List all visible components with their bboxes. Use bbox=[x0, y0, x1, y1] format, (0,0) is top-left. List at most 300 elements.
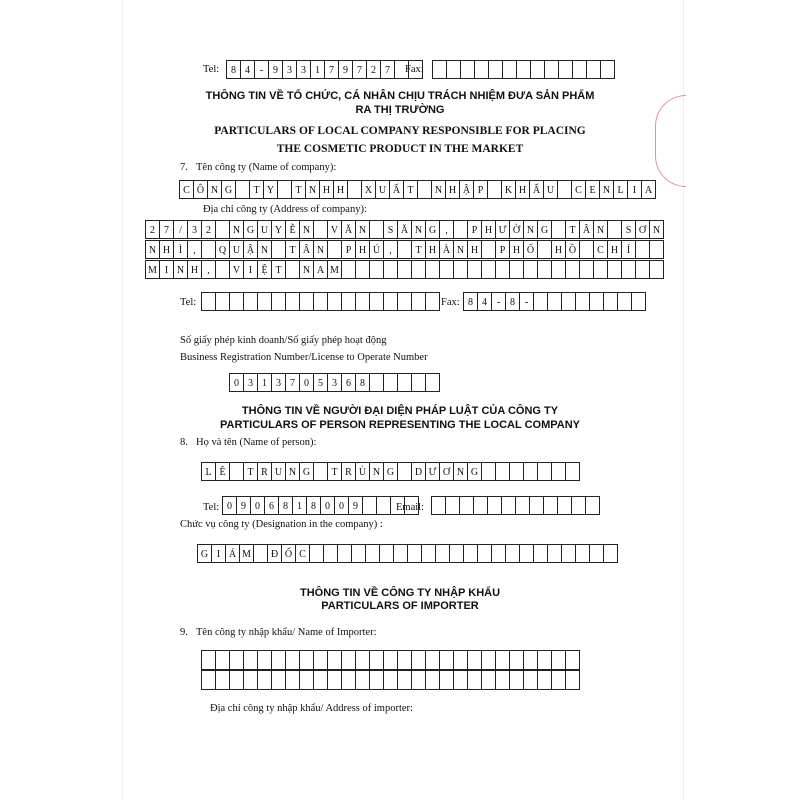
char-box[interactable] bbox=[622, 260, 636, 279]
char-box[interactable] bbox=[398, 260, 412, 279]
char-box[interactable] bbox=[510, 670, 524, 690]
char-box[interactable] bbox=[216, 292, 230, 311]
char-box[interactable]: 8 bbox=[307, 496, 321, 515]
person-name-boxes[interactable] bbox=[201, 462, 580, 481]
char-box[interactable] bbox=[356, 650, 370, 670]
char-box[interactable]: H bbox=[426, 240, 440, 259]
designation-boxes[interactable] bbox=[197, 544, 618, 563]
char-box[interactable] bbox=[258, 292, 272, 311]
char-box[interactable] bbox=[272, 670, 286, 690]
char-box[interactable] bbox=[552, 260, 566, 279]
char-box[interactable]: N bbox=[230, 220, 244, 239]
char-box[interactable] bbox=[314, 292, 328, 311]
char-box[interactable]: 0 bbox=[300, 373, 314, 392]
char-box[interactable] bbox=[590, 544, 604, 563]
top-fax-boxes[interactable] bbox=[432, 60, 615, 79]
char-box[interactable]: T bbox=[286, 240, 300, 259]
char-box[interactable]: L bbox=[202, 462, 216, 481]
person-email-boxes[interactable] bbox=[431, 496, 600, 515]
char-box[interactable] bbox=[632, 292, 646, 311]
char-box[interactable]: N bbox=[208, 180, 222, 199]
char-box[interactable]: 7 bbox=[160, 220, 174, 239]
char-box[interactable]: 7 bbox=[286, 373, 300, 392]
char-box[interactable] bbox=[384, 670, 398, 690]
char-box[interactable]: 0 bbox=[223, 496, 237, 515]
char-box[interactable] bbox=[216, 670, 230, 690]
char-box[interactable]: Ă bbox=[398, 220, 412, 239]
char-box[interactable] bbox=[216, 220, 230, 239]
char-box[interactable]: 2 bbox=[202, 220, 216, 239]
char-box[interactable]: T bbox=[272, 260, 286, 279]
char-box[interactable] bbox=[278, 180, 292, 199]
char-box[interactable]: 8 bbox=[506, 292, 520, 311]
char-box[interactable] bbox=[461, 60, 475, 79]
char-box[interactable] bbox=[328, 670, 342, 690]
char-box[interactable]: Ậ bbox=[244, 240, 258, 259]
char-box[interactable] bbox=[356, 292, 370, 311]
char-box[interactable] bbox=[328, 240, 342, 259]
char-box[interactable]: 2 bbox=[146, 220, 160, 239]
char-box[interactable]: Â bbox=[580, 220, 594, 239]
char-box[interactable]: H bbox=[160, 240, 174, 259]
char-box[interactable] bbox=[216, 260, 230, 279]
char-box[interactable]: M bbox=[328, 260, 342, 279]
char-box[interactable] bbox=[286, 650, 300, 670]
char-box[interactable] bbox=[594, 260, 608, 279]
char-box[interactable]: N bbox=[258, 240, 272, 259]
char-box[interactable]: U bbox=[544, 180, 558, 199]
char-box[interactable] bbox=[352, 544, 366, 563]
license-boxes[interactable] bbox=[229, 373, 440, 392]
char-box[interactable] bbox=[328, 292, 342, 311]
char-box[interactable] bbox=[572, 496, 586, 515]
char-box[interactable] bbox=[608, 260, 622, 279]
char-box[interactable] bbox=[604, 292, 618, 311]
company-name-boxes[interactable] bbox=[179, 180, 656, 199]
char-box[interactable]: 3 bbox=[328, 373, 342, 392]
char-box[interactable]: Ư bbox=[426, 462, 440, 481]
char-box[interactable] bbox=[566, 650, 580, 670]
char-box[interactable] bbox=[356, 260, 370, 279]
char-box[interactable] bbox=[244, 292, 258, 311]
char-box[interactable] bbox=[496, 670, 510, 690]
char-box[interactable]: T bbox=[328, 462, 342, 481]
char-box[interactable] bbox=[412, 650, 426, 670]
char-box[interactable]: N bbox=[370, 462, 384, 481]
char-box[interactable]: H bbox=[446, 180, 460, 199]
char-box[interactable] bbox=[604, 544, 618, 563]
char-box[interactable]: M bbox=[146, 260, 160, 279]
char-box[interactable] bbox=[440, 260, 454, 279]
char-box[interactable]: Q bbox=[216, 240, 230, 259]
char-box[interactable] bbox=[412, 670, 426, 690]
char-box[interactable] bbox=[531, 60, 545, 79]
char-box[interactable] bbox=[580, 260, 594, 279]
char-box[interactable] bbox=[510, 650, 524, 670]
char-box[interactable] bbox=[408, 544, 422, 563]
char-box[interactable] bbox=[586, 496, 600, 515]
char-box[interactable] bbox=[300, 292, 314, 311]
char-box[interactable]: 6 bbox=[342, 373, 356, 392]
char-box[interactable]: N bbox=[412, 220, 426, 239]
char-box[interactable] bbox=[384, 260, 398, 279]
top-tel-boxes[interactable] bbox=[226, 60, 423, 79]
char-box[interactable] bbox=[216, 650, 230, 670]
char-box[interactable]: 4 bbox=[478, 292, 492, 311]
char-box[interactable] bbox=[363, 496, 377, 515]
char-box[interactable] bbox=[244, 670, 258, 690]
char-box[interactable]: Á bbox=[226, 544, 240, 563]
char-box[interactable] bbox=[562, 292, 576, 311]
char-box[interactable] bbox=[272, 240, 286, 259]
char-box[interactable]: , bbox=[384, 240, 398, 259]
char-box[interactable] bbox=[516, 496, 530, 515]
char-box[interactable] bbox=[370, 292, 384, 311]
char-box[interactable]: C bbox=[296, 544, 310, 563]
char-box[interactable] bbox=[384, 292, 398, 311]
char-box[interactable] bbox=[524, 260, 538, 279]
char-box[interactable] bbox=[534, 292, 548, 311]
char-box[interactable] bbox=[254, 544, 268, 563]
char-box[interactable] bbox=[202, 650, 216, 670]
char-box[interactable] bbox=[286, 670, 300, 690]
char-box[interactable] bbox=[636, 260, 650, 279]
char-box[interactable] bbox=[370, 220, 384, 239]
char-box[interactable] bbox=[342, 260, 356, 279]
char-box[interactable]: - bbox=[520, 292, 534, 311]
char-box[interactable]: Ễ bbox=[286, 220, 300, 239]
company-tel-boxes[interactable] bbox=[201, 292, 440, 311]
char-box[interactable]: P bbox=[468, 220, 482, 239]
char-box[interactable]: H bbox=[516, 180, 530, 199]
char-box[interactable] bbox=[328, 650, 342, 670]
char-box[interactable]: I bbox=[244, 260, 258, 279]
char-box[interactable] bbox=[566, 670, 580, 690]
char-box[interactable] bbox=[454, 220, 468, 239]
char-box[interactable]: N bbox=[306, 180, 320, 199]
char-box[interactable]: T bbox=[250, 180, 264, 199]
char-box[interactable]: L bbox=[614, 180, 628, 199]
char-box[interactable]: N bbox=[454, 240, 468, 259]
char-box[interactable] bbox=[454, 670, 468, 690]
address-row-2[interactable] bbox=[145, 240, 664, 259]
char-box[interactable]: , bbox=[202, 260, 216, 279]
char-box[interactable]: C bbox=[572, 180, 586, 199]
char-box[interactable] bbox=[496, 650, 510, 670]
char-box[interactable]: P bbox=[342, 240, 356, 259]
char-box[interactable] bbox=[544, 496, 558, 515]
address-row-3[interactable] bbox=[145, 260, 664, 279]
char-box[interactable] bbox=[482, 462, 496, 481]
char-box[interactable] bbox=[562, 544, 576, 563]
char-box[interactable] bbox=[426, 260, 440, 279]
char-box[interactable]: N bbox=[356, 220, 370, 239]
char-box[interactable]: T bbox=[412, 240, 426, 259]
char-box[interactable]: Ệ bbox=[258, 260, 272, 279]
char-box[interactable] bbox=[478, 544, 492, 563]
char-box[interactable] bbox=[601, 60, 615, 79]
char-box[interactable] bbox=[342, 292, 356, 311]
char-box[interactable]: 3 bbox=[244, 373, 258, 392]
char-box[interactable] bbox=[524, 670, 538, 690]
char-box[interactable] bbox=[488, 496, 502, 515]
char-box[interactable]: 9 bbox=[339, 60, 353, 79]
char-box[interactable]: 8 bbox=[356, 373, 370, 392]
char-box[interactable]: T bbox=[404, 180, 418, 199]
char-box[interactable]: G bbox=[244, 220, 258, 239]
char-box[interactable]: H bbox=[468, 240, 482, 259]
char-box[interactable] bbox=[202, 670, 216, 690]
char-box[interactable]: H bbox=[510, 240, 524, 259]
char-box[interactable] bbox=[202, 240, 216, 259]
char-box[interactable] bbox=[244, 650, 258, 670]
address-row-1[interactable] bbox=[145, 220, 664, 239]
char-box[interactable]: Ố bbox=[282, 544, 296, 563]
char-box[interactable] bbox=[460, 496, 474, 515]
char-box[interactable] bbox=[538, 462, 552, 481]
char-box[interactable]: C bbox=[180, 180, 194, 199]
char-box[interactable]: 9 bbox=[349, 496, 363, 515]
char-box[interactable]: 7 bbox=[381, 60, 395, 79]
char-box[interactable]: N bbox=[594, 220, 608, 239]
char-box[interactable] bbox=[538, 670, 552, 690]
char-box[interactable] bbox=[300, 650, 314, 670]
char-box[interactable]: M bbox=[240, 544, 254, 563]
char-box[interactable]: 1 bbox=[258, 373, 272, 392]
char-box[interactable]: Ư bbox=[496, 220, 510, 239]
char-box[interactable]: T bbox=[566, 220, 580, 239]
char-box[interactable]: C bbox=[594, 240, 608, 259]
char-box[interactable] bbox=[558, 496, 572, 515]
char-box[interactable] bbox=[230, 670, 244, 690]
char-box[interactable] bbox=[426, 650, 440, 670]
char-box[interactable]: 9 bbox=[237, 496, 251, 515]
char-box[interactable] bbox=[506, 544, 520, 563]
char-box[interactable] bbox=[426, 292, 440, 311]
char-box[interactable] bbox=[576, 292, 590, 311]
importer-name-row-1[interactable] bbox=[201, 650, 580, 670]
char-box[interactable]: A bbox=[642, 180, 656, 199]
char-box[interactable] bbox=[370, 650, 384, 670]
char-box[interactable]: V bbox=[230, 260, 244, 279]
char-box[interactable] bbox=[426, 373, 440, 392]
char-box[interactable]: G bbox=[468, 462, 482, 481]
char-box[interactable] bbox=[454, 260, 468, 279]
char-box[interactable]: G bbox=[426, 220, 440, 239]
char-box[interactable]: S bbox=[384, 220, 398, 239]
char-box[interactable]: 6 bbox=[265, 496, 279, 515]
char-box[interactable] bbox=[286, 260, 300, 279]
char-box[interactable] bbox=[314, 220, 328, 239]
char-box[interactable]: 5 bbox=[314, 373, 328, 392]
char-box[interactable] bbox=[496, 462, 510, 481]
char-box[interactable] bbox=[650, 240, 664, 259]
char-box[interactable]: Ù bbox=[356, 462, 370, 481]
char-box[interactable]: N bbox=[146, 240, 160, 259]
char-box[interactable]: 7 bbox=[325, 60, 339, 79]
char-box[interactable]: Ă bbox=[342, 220, 356, 239]
char-box[interactable] bbox=[398, 650, 412, 670]
char-box[interactable] bbox=[272, 292, 286, 311]
char-box[interactable] bbox=[590, 292, 604, 311]
char-box[interactable]: 0 bbox=[251, 496, 265, 515]
char-box[interactable]: - bbox=[255, 60, 269, 79]
char-box[interactable] bbox=[545, 60, 559, 79]
char-box[interactable]: N bbox=[524, 220, 538, 239]
char-box[interactable] bbox=[482, 670, 496, 690]
char-box[interactable] bbox=[236, 180, 250, 199]
char-box[interactable]: Ậ bbox=[460, 180, 474, 199]
char-box[interactable]: 0 bbox=[321, 496, 335, 515]
char-box[interactable] bbox=[496, 260, 510, 279]
char-box[interactable] bbox=[398, 240, 412, 259]
char-box[interactable] bbox=[412, 292, 426, 311]
char-box[interactable] bbox=[468, 670, 482, 690]
char-box[interactable]: 8 bbox=[227, 60, 241, 79]
char-box[interactable] bbox=[230, 650, 244, 670]
char-box[interactable] bbox=[538, 260, 552, 279]
char-box[interactable]: - bbox=[492, 292, 506, 311]
char-box[interactable]: N bbox=[286, 462, 300, 481]
char-box[interactable]: G bbox=[538, 220, 552, 239]
char-box[interactable] bbox=[580, 240, 594, 259]
char-box[interactable] bbox=[380, 544, 394, 563]
char-box[interactable]: 8 bbox=[279, 496, 293, 515]
char-box[interactable] bbox=[394, 544, 408, 563]
char-box[interactable] bbox=[482, 240, 496, 259]
char-box[interactable]: Ờ bbox=[510, 220, 524, 239]
char-box[interactable] bbox=[482, 650, 496, 670]
char-box[interactable] bbox=[272, 650, 286, 670]
char-box[interactable]: / bbox=[174, 220, 188, 239]
char-box[interactable] bbox=[468, 650, 482, 670]
char-box[interactable]: 3 bbox=[283, 60, 297, 79]
char-box[interactable]: U bbox=[258, 220, 272, 239]
char-box[interactable]: N bbox=[600, 180, 614, 199]
char-box[interactable] bbox=[230, 462, 244, 481]
char-box[interactable] bbox=[475, 60, 489, 79]
char-box[interactable] bbox=[552, 462, 566, 481]
char-box[interactable] bbox=[520, 544, 534, 563]
char-box[interactable]: R bbox=[258, 462, 272, 481]
char-box[interactable] bbox=[258, 650, 272, 670]
char-box[interactable]: Ì bbox=[174, 240, 188, 259]
char-box[interactable]: À bbox=[440, 240, 454, 259]
char-box[interactable] bbox=[342, 650, 356, 670]
char-box[interactable]: Ơ bbox=[440, 462, 454, 481]
char-box[interactable]: R bbox=[342, 462, 356, 481]
char-box[interactable]: 2 bbox=[367, 60, 381, 79]
person-tel-boxes[interactable] bbox=[222, 496, 419, 515]
char-box[interactable] bbox=[608, 220, 622, 239]
char-box[interactable]: I bbox=[212, 544, 226, 563]
char-box[interactable] bbox=[314, 670, 328, 690]
char-box[interactable] bbox=[422, 544, 436, 563]
char-box[interactable]: , bbox=[440, 220, 454, 239]
char-box[interactable]: 8 bbox=[464, 292, 478, 311]
char-box[interactable] bbox=[398, 670, 412, 690]
char-box[interactable]: Y bbox=[272, 220, 286, 239]
char-box[interactable]: H bbox=[356, 240, 370, 259]
char-box[interactable] bbox=[370, 670, 384, 690]
char-box[interactable] bbox=[548, 544, 562, 563]
char-box[interactable]: T bbox=[292, 180, 306, 199]
char-box[interactable]: Y bbox=[264, 180, 278, 199]
char-box[interactable] bbox=[370, 260, 384, 279]
char-box[interactable] bbox=[370, 373, 384, 392]
char-box[interactable]: I bbox=[160, 260, 174, 279]
char-box[interactable]: N bbox=[300, 220, 314, 239]
char-box[interactable] bbox=[552, 670, 566, 690]
char-box[interactable] bbox=[310, 544, 324, 563]
char-box[interactable]: N bbox=[300, 260, 314, 279]
char-box[interactable] bbox=[538, 650, 552, 670]
char-box[interactable] bbox=[488, 180, 502, 199]
char-box[interactable]: N bbox=[432, 180, 446, 199]
char-box[interactable] bbox=[300, 670, 314, 690]
char-box[interactable]: 4 bbox=[241, 60, 255, 79]
char-box[interactable] bbox=[450, 544, 464, 563]
char-box[interactable] bbox=[524, 650, 538, 670]
char-box[interactable]: 3 bbox=[272, 373, 286, 392]
char-box[interactable] bbox=[356, 670, 370, 690]
char-box[interactable] bbox=[650, 260, 664, 279]
char-box[interactable] bbox=[440, 670, 454, 690]
char-box[interactable] bbox=[398, 373, 412, 392]
char-box[interactable]: G bbox=[384, 462, 398, 481]
char-box[interactable] bbox=[447, 60, 461, 79]
char-box[interactable]: N bbox=[454, 462, 468, 481]
company-fax-boxes[interactable] bbox=[463, 292, 646, 311]
char-box[interactable]: S bbox=[622, 220, 636, 239]
char-box[interactable] bbox=[384, 373, 398, 392]
char-box[interactable]: H bbox=[188, 260, 202, 279]
char-box[interactable] bbox=[454, 650, 468, 670]
char-box[interactable] bbox=[468, 260, 482, 279]
char-box[interactable] bbox=[474, 496, 488, 515]
char-box[interactable] bbox=[534, 544, 548, 563]
char-box[interactable]: 3 bbox=[297, 60, 311, 79]
char-box[interactable] bbox=[482, 260, 496, 279]
char-box[interactable] bbox=[230, 292, 244, 311]
char-box[interactable] bbox=[552, 220, 566, 239]
char-box[interactable] bbox=[286, 292, 300, 311]
char-box[interactable] bbox=[636, 240, 650, 259]
char-box[interactable]: D bbox=[412, 462, 426, 481]
char-box[interactable] bbox=[503, 60, 517, 79]
char-box[interactable]: H bbox=[334, 180, 348, 199]
char-box[interactable] bbox=[432, 496, 446, 515]
char-box[interactable]: 0 bbox=[335, 496, 349, 515]
char-box[interactable]: Ú bbox=[370, 240, 384, 259]
char-box[interactable] bbox=[412, 260, 426, 279]
char-box[interactable]: H bbox=[608, 240, 622, 259]
char-box[interactable]: G bbox=[198, 544, 212, 563]
char-box[interactable] bbox=[566, 462, 580, 481]
char-box[interactable]: Ẩ bbox=[530, 180, 544, 199]
char-box[interactable]: I bbox=[628, 180, 642, 199]
char-box[interactable] bbox=[446, 496, 460, 515]
char-box[interactable]: E bbox=[586, 180, 600, 199]
char-box[interactable]: H bbox=[482, 220, 496, 239]
char-box[interactable]: K bbox=[502, 180, 516, 199]
char-box[interactable] bbox=[530, 496, 544, 515]
char-box[interactable]: G bbox=[222, 180, 236, 199]
char-box[interactable]: 7 bbox=[353, 60, 367, 79]
char-box[interactable] bbox=[418, 180, 432, 199]
char-box[interactable] bbox=[426, 670, 440, 690]
char-box[interactable] bbox=[576, 544, 590, 563]
